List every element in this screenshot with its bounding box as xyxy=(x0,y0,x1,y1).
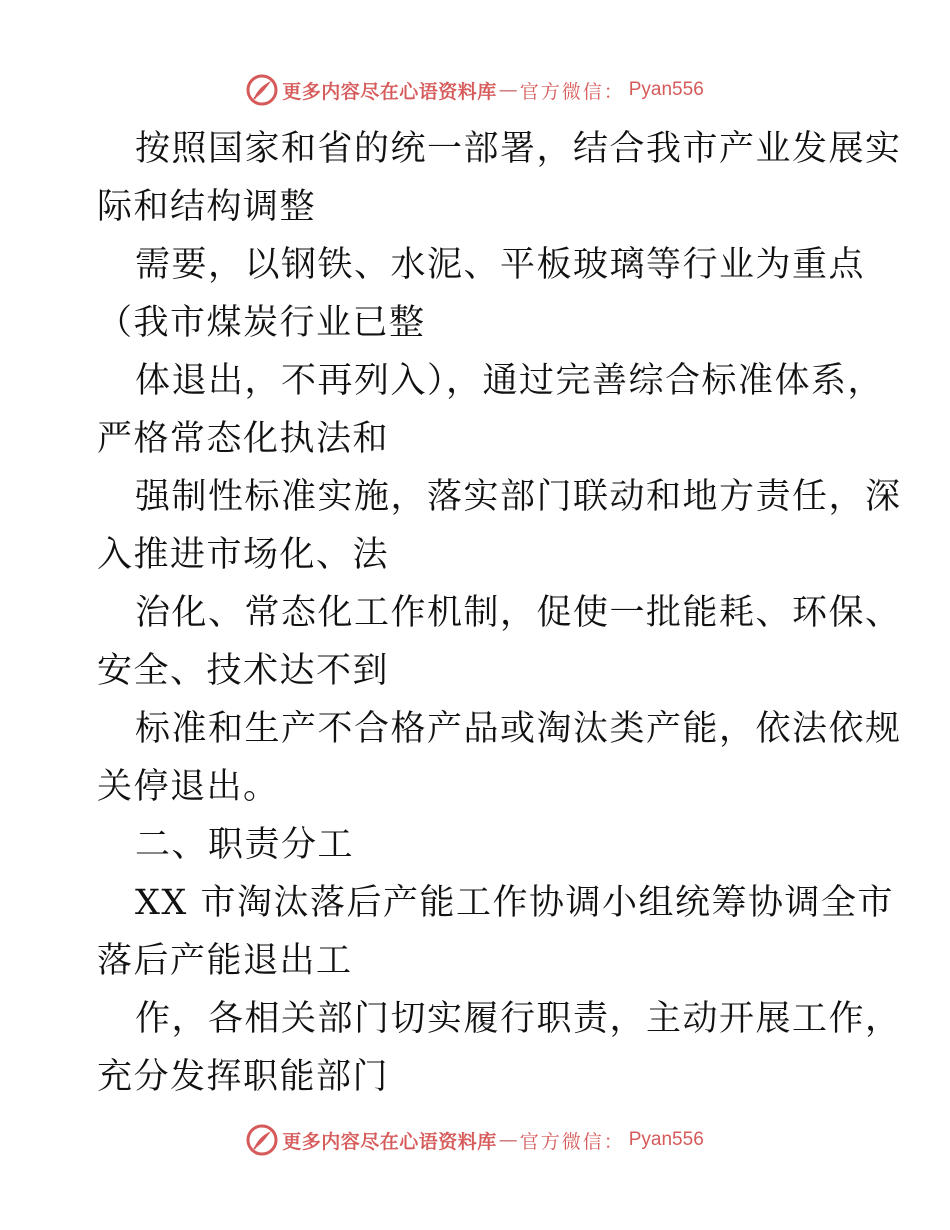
body-line: 需要，以钢铁、水泥、平板玻璃等行业为重点 xyxy=(135,245,866,285)
section-heading: 二、职责分工 xyxy=(135,825,355,865)
watermark-brand: 更多内容尽在心语资料库 xyxy=(282,1130,497,1153)
watermark-separator: — xyxy=(498,79,518,101)
watermark-official-label: 官方微信： xyxy=(519,80,625,103)
body-line: 际和结构调整 xyxy=(97,187,317,227)
body-line: 按照国家和省的统一部署，结合我市产业发展实 xyxy=(135,129,902,169)
body-line: 标准和生产不合格产品或淘汰类产能，依法依规 xyxy=(135,709,902,749)
body-line: （我市煤炭行业已整 xyxy=(97,303,426,343)
body-line: 体退出，不再列入），通过完善综合标准体系， xyxy=(135,361,885,401)
quill-logo-icon xyxy=(246,1124,278,1156)
body-line: 严格常态化执法和 xyxy=(97,419,390,459)
watermark-brand: 更多内容尽在心语资料库 xyxy=(282,80,497,103)
body-line: 关停退出。 xyxy=(97,767,280,807)
body-line: 落后产能退出工 xyxy=(97,941,353,981)
body-line: 治化、常态化工作机制，促使一批能耗、环保、 xyxy=(135,593,902,633)
watermark-official-label: 官方微信： xyxy=(519,1130,625,1153)
watermark-account: Pyan556 xyxy=(628,1129,704,1150)
body-line: 充分发挥职能部门 xyxy=(97,1057,390,1097)
body-line: 作，各相关部门切实履行职责，主动开展工作， xyxy=(135,999,902,1039)
body-line: 安全、技术达不到 xyxy=(97,651,390,691)
header-watermark xyxy=(0,70,950,110)
watermark-account: Pyan556 xyxy=(628,79,704,100)
document-body xyxy=(97,120,902,1106)
quill-logo-icon xyxy=(246,74,278,106)
body-line: 强制性标准实施，落实部门联动和地方责任，深 xyxy=(135,477,902,517)
body-line: XX 市淘汰落后产能工作协调小组统筹协调全市 xyxy=(135,883,894,923)
body-line: 入推进市场化、法 xyxy=(97,535,390,575)
watermark-separator: — xyxy=(498,1129,518,1151)
footer-watermark xyxy=(0,1120,950,1160)
